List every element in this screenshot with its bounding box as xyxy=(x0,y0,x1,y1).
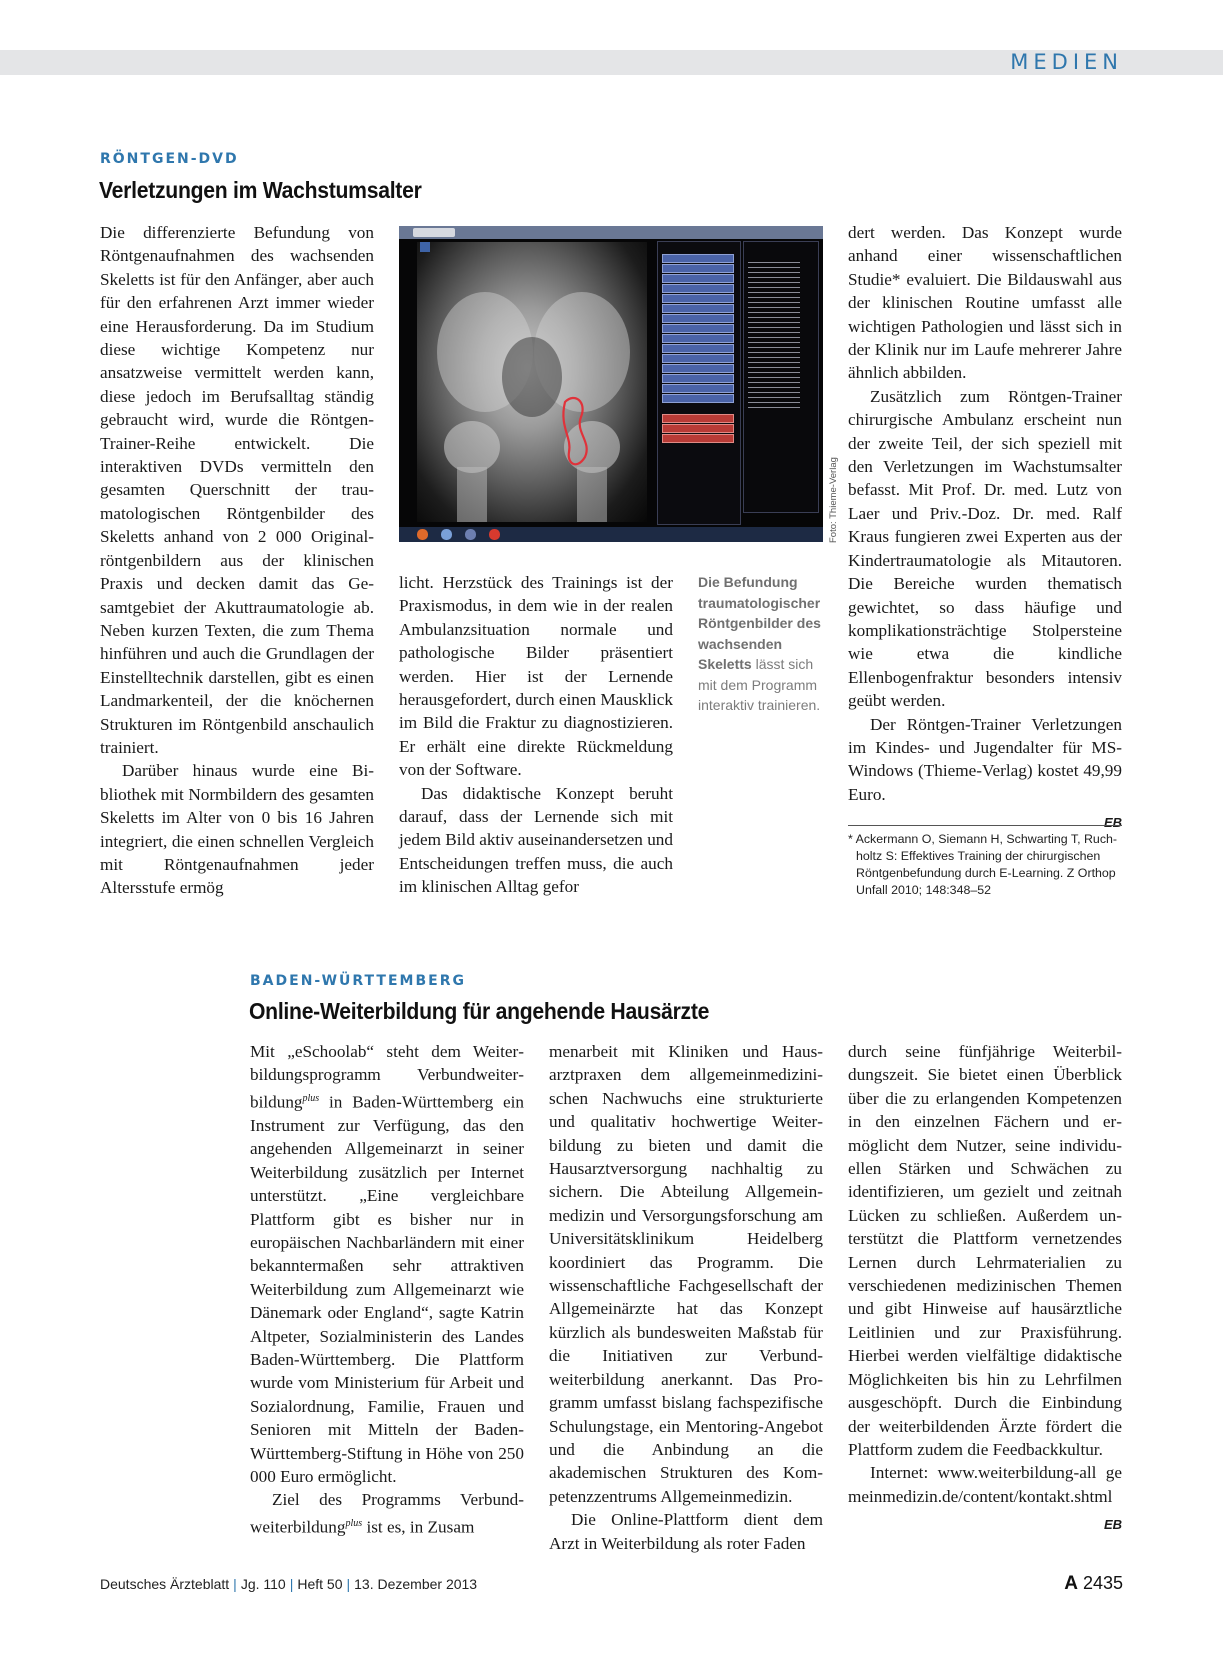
article2-headline: Online-Weiterbildung für angehende Hausärzte xyxy=(249,998,710,1024)
menu-icon[interactable] xyxy=(420,242,430,252)
signature: EB xyxy=(1103,815,1122,831)
norm-image-list xyxy=(743,241,819,513)
paragraph: menarbeit mit Kliniken und Hausarztpraxen dem allgemeinmedizinischen Nachwuchs eine strukturierte und qualitativ hochwertige Weiterbildung zu bieten und damit die Hausarztversorgung nachhaltig zu sichern. Die Abteilung Allgemeinmedizin und Versorgungsforschung am Universitätsklinikum Heidelberg koordiniert das Programm. Die wissenschaftliche Fachgesellschaft der Allgemeinärzte hat das Konzept kürzlich als bundesweiten Maßstab für die Initiativen zur Verbundweiterbildung anerkannt. Das Programm umfasst bislang fachspezifische Schulungstage, ein Mentoring-Angebot und die Anbindung an die akademischen Strukturen des Kompetenzzentrums Allgemeinmedizin. xyxy=(549,1042,823,1506)
paragraph: Die Online-Plattform dient dem Arzt in Weiterbildung als roter Faden xyxy=(549,1510,823,1553)
paragraph: Der Röntgen-Trainer Verletzungen im Kindes- und Jugendalter für MS-Windows (Thieme-Verlag) kostet 49,99 Euro. xyxy=(848,714,1122,804)
journal-name: Deutsches Ärzteblatt xyxy=(100,1576,230,1592)
window-tab xyxy=(413,228,455,237)
browser-icon[interactable] xyxy=(417,529,428,540)
signature: EB xyxy=(1103,1517,1122,1533)
app-icon[interactable] xyxy=(441,529,452,540)
footnote-rule xyxy=(848,825,1122,826)
article2-column-3 xyxy=(848,1040,1122,1537)
photo-credit: Foto: Thieme-Verlag xyxy=(828,457,839,543)
footer-citation: Deutsches Ärzteblatt | Jg. 110 | Heft 50 | 13. Dezember 2013 xyxy=(100,1576,478,1592)
app-icon[interactable] xyxy=(489,529,500,540)
paragraph: Die differenzierte Befundung von Röntgenaufnahmen des wachsenden Skeletts ist für den Anfänger, aber auch für den erfahrenen Arzt immer wieder eine Herausforderung. Da im Studium diese wichtige Kompetenz nur ansatzweise vermittelt werden kann, diese jedoch im Berufsalltag ständig gebraucht wird, wurde die Röntgen-Trainer-Reihe entwickelt. Die interaktiven DVDs vermitteln den gesamten Querschnitt der traumatologischen Röntgenbilder des Skeletts anhand von 2 000 Originalröntgenbildern aus der klinischen Praxis und decken damit das Gesamtgebiet der Akuttraumatologie ab. Neben kurzen Texten, die zum Thema hinführen und auch die Grundlagen der Einstelltechnik darstellen, gibt es einen Landmarkenteil, der die knöchernen Strukturen im Röntgenbild anschaulich trainiert. xyxy=(100,223,374,757)
paragraph: Das didaktische Konzept beruht darauf, dass der Lernende sich mit jedem Bild aktiv auseinandersetzen und Entscheidungen treffen muss, die auch im klinischen Alltag gefor xyxy=(399,783,673,897)
paragraph: Darüber hinaus wurde eine Bibliothek mit Normbildern des gesamten Skeletts im Alter von 0 bis 16 Jahren integriert, die einen schnellen Vergleich mit Röntgenaufnahmen jeder Altersstufe ermög xyxy=(100,761,374,898)
article1-headline: Verletzungen im Wachstumsalter xyxy=(99,177,422,203)
volume: Jg. 110 xyxy=(240,1576,286,1592)
paragraph: Ziel des Programms Verbundweiterbildung$^{plus}$ ist es, in Zusam xyxy=(250,1490,524,1537)
article1-column-2 xyxy=(399,571,673,899)
footnote: * Ackermann O, Siemann H, Schwarting T, Ruchholtz S: Effektives Training der chirurgischen Röntgenbefundung durch E-Learning. Z Orthop Unfall 2010; 148:348–52 xyxy=(848,832,1118,897)
paragraph: licht. Herzstück des Trainings ist der Praxismodus, in dem wie in der realen Ambulanzsituation normale und pathologische Bilder präsentiert werden. Hier ist der Lernende herausgefordert, durch einen Mausklick im Bild die Fraktur zu diagnostizieren. Er erhält eine direkte Rückmeldung von der Software. xyxy=(399,573,673,780)
app-icon[interactable] xyxy=(465,529,476,540)
article2-column-1 xyxy=(250,1040,524,1539)
software-screenshot xyxy=(399,226,823,542)
paragraph: durch seine fünfjährige Weiterbildungszeit. Sie bietet einen Überblick über die zu erlangenden Kompetenzen in den einzelnen Fächern und ermöglicht dem Nutzer, seine individuellen Stärken und Schwächen zu identifizieren, um gezielt und zeitnah Lücken zu schließen. Außerdem unterstützt die Plattform vernetzendes Lernen durch Lehrmaterialien zu verschiedenen medizinischen Themen und gibt Hinweise auf hausärztliche Leitlinien und zur Praxisführung. Hierbei werden vielfältige didaktische Möglichkeiten bis hin zu Lehrfilmen ausgeschöpft. Durch die Einbindung der weiterbildenden Ärzte fördert die Plattform zudem die Feedbackkultur. xyxy=(848,1042,1122,1459)
pelvis-xray-shapes xyxy=(417,242,647,522)
paragraph: Mit „eSchoolab“ steht dem Weiterbildungsprogramm Verbundweiterbildung$^{plus}$ in Baden-Württemberg ein Instrument zur Verfügung, das den angehenden Allgemeinarzt in seiner Weiterbildung zusätzlich per Internet unterstützt. „Eine vergleichbare Plattform gibt es bisher nur in europäischen Nachbarländern mit einer bekanntermaßen sehr attraktiven Weiterbildung zum Allgemeinarzt wie Dänemark oder England“, sagte Katrin Altpeter, Sozialministerin des Landes Baden-Württemberg. Die Plattform wurde vom Ministerium für Arbeit und Sozialordnung, Familie, Frauen und Senioren mit Mitteln der Baden-Württemberg-Stiftung in Höhe von 250 000 Euro ermöglicht. xyxy=(250,1042,524,1487)
issue-date: 13. Dezember 2013 xyxy=(354,1576,478,1592)
pelvis-xray-image xyxy=(417,242,647,522)
article1-column-3 xyxy=(848,221,1122,835)
caption-text: lässt sich mit dem Programm interaktiv trainieren. xyxy=(698,656,821,713)
paragraph: Internet: www.weiterbildung-all gemeinmedizin.de/content/kontakt.shtml xyxy=(848,1463,1122,1506)
taskbar xyxy=(399,527,823,542)
article2-column-2 xyxy=(549,1040,823,1555)
paragraph: Zusätzlich zum Röntgen-Trainer chirurgische Ambulanz erscheint nun der zweite Teil, der sich speziell mit den Verletzungen im Wachstumsalter befasst. Mit Prof. Dr. med. Lutz von Laer und Priv.-Doz. Dr. med. Ralf Kraus fungieren zwei Experten aus der Kindertraumatologie als Mitautoren. Die Bereiche wurden thematisch gewichtet, so dass häufige und komplikationsträchtige Stolpersteine wie etwa die kindliche Ellenbogenfraktur besonders intensiv geübt werden. xyxy=(848,386,1122,711)
caption-bold: Die Befundung traumatologischer Röntgenbilder des wachsenden Skeletts xyxy=(698,574,821,672)
window-titlebar xyxy=(399,226,823,239)
issue: Heft 50 xyxy=(297,1576,343,1592)
landmark-panel xyxy=(657,241,741,525)
figure-caption xyxy=(698,572,824,716)
paragraph: dert werden. Das Konzept wurde anhand einer wissenschaftlichen Studie* evaluiert. Die Bildauswahl aus der klinischen Routine umfasst alle wichtigen Pathologien und lässt sich in der Klinik nur im Laufe mehrerer Jahre ähnlich abbilden. xyxy=(848,223,1122,383)
page-number: A 2435 xyxy=(1064,1573,1123,1594)
article1-kicker: RÖNTGEN-DVD xyxy=(100,151,239,167)
section-label: MEDIEN xyxy=(1010,50,1123,74)
article1-column-1 xyxy=(100,221,374,900)
article2-kicker: BADEN-WÜRTTEMBERG xyxy=(250,973,466,989)
